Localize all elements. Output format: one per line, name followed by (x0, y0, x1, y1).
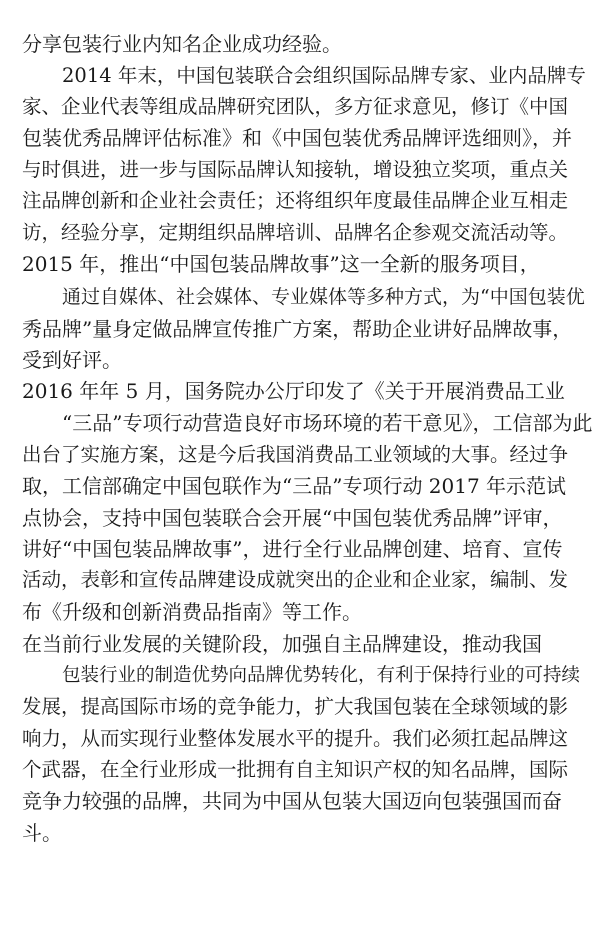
text-line: 家、企业代表等组成品牌研究团队，多方征求意见，修订《中国 (22, 95, 569, 118)
text-line: 2014 年末，中国包装联合会组织国际品牌专家、业内品牌专 (62, 64, 586, 87)
text-line: 2015 年，推出“中国包装品牌故事”这一全新的服务项目， (22, 252, 540, 276)
text-line: 2016 年年 5 月，国务院办公厅印发了《关于开展消费品工业 (22, 379, 565, 403)
text-line: 取，工信部确定中国包联作为“三品”专项行动 2017 年示范试 (22, 474, 567, 498)
text-line: 竞争力较强的品牌，共同为中国从包装大国迈向包装强国而奋 (22, 789, 562, 813)
text-line: 活动，表彰和宣传品牌建设成就突出的企业和企业家，编制、发 (22, 568, 569, 591)
text-line: 注品牌创新和企业社会责任；还将组织年度最佳品牌企业互相走 (22, 189, 569, 212)
text-line: 个武器，在全行业形成一批拥有自主知识产权的知名品牌，国际 (22, 758, 569, 781)
text-line: 讲好“中国包装品牌故事”，进行全行业品牌创建、培育、宣传 (22, 537, 563, 561)
text-line: “三品”专项行动营造良好市场环境的若干意见》，工信部为此 (62, 411, 593, 435)
text-line: 包装行业的制造优势向品牌优势转化，有利于保持行业的可持续 (62, 665, 581, 686)
text-line: 受到好评。 (22, 348, 122, 372)
text-line: 分享包装行业内知名企业成功经验。 (22, 32, 342, 56)
text-line: 斗。 (22, 821, 62, 845)
text-line: 布《升级和创新消费品指南》等工作。 (22, 600, 362, 624)
text-line: 发展，提高国际市场的竞争能力，扩大我国包装在全球领域的影 (22, 695, 569, 718)
text-line: 点协会，支持中国包装联合会开展“中国包装优秀品牌”评审， (22, 506, 563, 530)
text-line: 在当前行业发展的关键阶段，加强自主品牌建设，推动我国 (22, 632, 542, 656)
text-line: 出台了实施方案，这是今后我国消费品工业领域的大事。经过争 (22, 443, 569, 466)
text-line: 包装优秀品牌评估标准》和《中国包装优秀品牌评选细则》，并 (22, 126, 572, 150)
text-line: 与时俱进，进一步与国际品牌认知接轨，增设独立奖项，重点关 (22, 158, 569, 181)
text-line: 通过自媒体、社会媒体、专业媒体等多种方式，为“中国包装优 (62, 286, 585, 308)
text-line: 响力，从而实现行业整体发展水平的提升。我们必须扛起品牌这 (22, 727, 569, 750)
text-line: 访，经验分享，定期组织品牌培训、品牌名企参观交流活动等。 (22, 221, 569, 244)
text-line: 秀品牌”量身定做品牌宣传推广方案，帮助企业讲好品牌故事， (22, 317, 573, 341)
